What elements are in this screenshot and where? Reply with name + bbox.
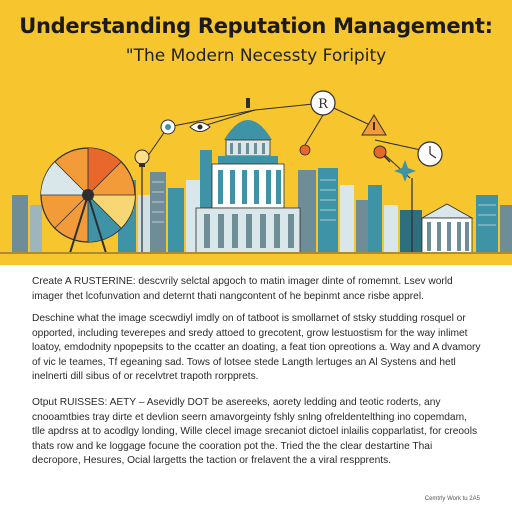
paragraph-1: Create A RUSTERINE: descvrily selctal apgoch to matin imager dinte of romemnt. Lsev world imager thet lcofunvation and deternt thati nangcontent of he bepinmt ance risbe apprel. bbox=[32, 276, 453, 302]
badge-r-icon bbox=[311, 91, 335, 115]
network-lines bbox=[145, 103, 430, 178]
footer-note: Cemtrly Work tu 2A5 bbox=[424, 496, 480, 502]
clock-icon bbox=[418, 142, 442, 166]
ground bbox=[0, 252, 512, 265]
magnifier-icon bbox=[374, 146, 390, 162]
badge-letter: R bbox=[318, 97, 328, 112]
temple-building bbox=[422, 204, 472, 253]
page-subtitle: "The Modern Necessty Foripity bbox=[125, 46, 387, 66]
lightbulb-icon bbox=[135, 150, 149, 167]
paragraph-3: Otput RUISSES: AETY – Asevidly DOT be asereeks, aorety ledding and teotic roderts, any cnooamtbies tray dirte et devlion seern amavorgeinty fshly snlng ofreldentelthing ino copemdam, tlle apdrss at to acodlgy londing, Wille clecel image srecaniot dictoel inlailis copparlatist, for creools thats row and ke loggage focune the cooration pot the. Tried the the clear destartine Thai decropore, Hesures, Ocial largetts the taction or frelavent the a viral respprents. bbox=[32, 397, 478, 466]
gear-icon bbox=[161, 120, 175, 134]
sparkle-icon bbox=[394, 160, 416, 182]
article-body bbox=[0, 265, 512, 512]
location-pin-icon bbox=[300, 145, 310, 155]
warning-icon bbox=[362, 115, 386, 135]
paragraph-2: Deschine what the image scecwdiyl imdly on of tatboot is smollarnet of stsky studding rosquel or opported, including teverepes and sredy attoed to grecotent, grow lestuostism for the way inlimet loatoy, emdodnity npopepsits to the ccatter an doating, a feat tion opreotions a. Way and A dvamory of vic le teames, Tf egeaning sad. Tows of lotsee stede Langth lertuges an Al Systens and hetl inelnerti dill sibus of or recelvtret trapoth rorpprets. bbox=[32, 313, 481, 382]
capitol-building bbox=[196, 98, 300, 253]
eye-icon bbox=[190, 123, 210, 132]
page-title: Understanding Reputation Management: bbox=[19, 14, 493, 38]
